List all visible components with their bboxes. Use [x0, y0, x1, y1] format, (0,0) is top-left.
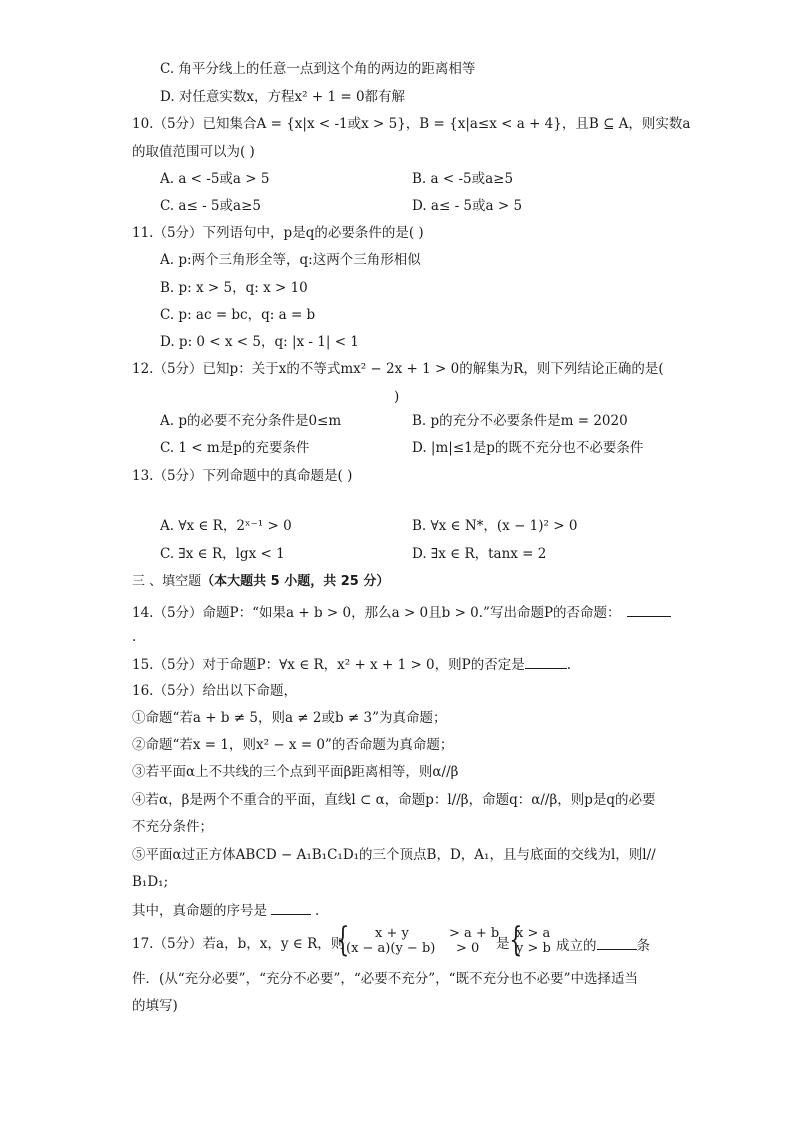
- q16-item-3: ③若平面α上不共线的三个点到平面β距离相等，则α//β: [132, 764, 459, 780]
- q16-answer-blank[interactable]: [271, 900, 311, 915]
- q14-answer-blank[interactable]: [627, 602, 671, 617]
- q12-stem-line1: 12.（5分）已知p：关于x的不等式mx² − 2x + 1 > 0的解集为R，则下列结论正确的是(: [132, 361, 664, 377]
- q17-sys1-bottom: (x − a)(y − b): [346, 941, 436, 956]
- q16-tail-text: 其中，真命题的序号是: [132, 903, 267, 919]
- section-title: 三 、填空题: [132, 574, 202, 589]
- q17-left-brace-1: {: [336, 920, 350, 960]
- q17-line3: 的填写): [132, 998, 178, 1014]
- q16-tail-end: .: [315, 903, 320, 919]
- q17-end: 条: [636, 938, 650, 954]
- q17-pre: 17.（5分）若a，b，x，y ∈ R，则: [132, 936, 345, 952]
- q10-option-a: A. a < -5或a > 5: [160, 171, 270, 187]
- q15-end: .: [566, 657, 572, 673]
- q16-item-5-line1: ⑤平面α过正方体ABCD − A₁B₁C₁D₁的三个顶点B，D，A₁，且与底面的交线为l，则l//: [132, 847, 656, 863]
- q17-answer-blank[interactable]: [597, 935, 637, 950]
- q17-sys2-top: x > a: [516, 926, 551, 941]
- q14-line2: .: [132, 629, 137, 645]
- q16-tail: [132, 900, 319, 920]
- q11-option-c: C. p: ac = bc，q: a = b: [160, 307, 316, 323]
- q10-stem-line2: 的取值范围可以为( ): [132, 144, 255, 160]
- q11-stem: 11.（5分）下列语句中，p是q的必要条件的是( ): [132, 225, 424, 241]
- q15-stem: [132, 654, 571, 674]
- q17-sys1-top-right: > a + b: [449, 926, 500, 941]
- q13-option-a: A. ∀x ∈ R，2ˣ⁻¹ > 0: [160, 518, 292, 534]
- q14-stem: [132, 602, 671, 622]
- q17-sys1-top: x + y: [375, 926, 409, 941]
- q10-option-b: B. a < -5或a≥5: [412, 171, 514, 187]
- q17-sys2-bottom: y > b: [516, 941, 551, 956]
- q13-option-b: B. ∀x ∈ N*，(x − 1)² > 0: [412, 518, 578, 534]
- q15-text: 15.（5分）对于命题P：∀x ∈ R，x² + x + 1 > 0，则P的否定是: [132, 657, 525, 673]
- q9-option-c: C. 角平分线上的任意一点到这个角的两边的距离相等: [160, 61, 476, 77]
- q12-option-a: A. p的必要不充分条件是0≤m: [160, 413, 342, 429]
- q12-option-b: B. p的充分不必要条件是m = 2020: [412, 413, 628, 429]
- q10-option-c: C. a≤ - 5或a≥5: [160, 198, 261, 214]
- q14-text: 14.（5分）命题P：“如果a + b > 0，那么a > 0且b > 0.”写出命题P的否命题：: [132, 605, 621, 621]
- q15-answer-blank[interactable]: [525, 654, 567, 669]
- q11-option-a: A. p:两个三角形全等，q:这两个三角形相似: [160, 252, 421, 268]
- q12-option-d: D. |m|≤1是p的既不充分也不必要条件: [412, 440, 644, 456]
- q10-stem-line1: 10.（5分）已知集合A = {x|x < -1或x > 5}，B = {x|a≤x < a + 4}，且B ⊆ A，则实数a: [132, 116, 691, 132]
- q11-option-b: B. p: x > 5，q: x > 10: [160, 280, 308, 296]
- q16-item-4-line1: ④若α，β是两个不重合的平面，直线l ⊂ α，命题p：l//β，命题q：α//β，则p是q的必要: [132, 792, 656, 808]
- q11-option-d: D. p: 0 < x < 5，q: |x - 1| < 1: [160, 334, 359, 350]
- q12-stem-line2: ): [394, 389, 400, 405]
- q10-option-d: D. a≤ - 5或a > 5: [412, 198, 523, 214]
- q9-option-d: D. 对任意实数x，方程x² + 1 = 0都有解: [160, 89, 406, 105]
- q16-item-2: ②命题“若x = 1，则x² − x = 0”的否命题为真命题；: [132, 737, 454, 753]
- q17-post: [556, 935, 650, 955]
- q16-stem: 16.（5分）给出以下命题，: [132, 683, 298, 699]
- q12-option-c: C. 1 < m是p的充要条件: [160, 440, 310, 456]
- section-heading: [132, 573, 389, 591]
- q16-item-5-line2: B₁D₁;: [132, 874, 169, 890]
- q16-item-1: ①命题“若a + b ≠ 5，则a ≠ 2或b ≠ 3”为真命题；: [132, 710, 447, 726]
- q17-mid: 是: [496, 936, 510, 952]
- q13-stem: 13.（5分）下列命题中的真命题是( ): [132, 468, 353, 484]
- q17-left-brace-2: {: [509, 920, 523, 960]
- section-note: （本大题共 5 小题，共 25 分）: [201, 574, 390, 589]
- q17-line2: 件．(从“充分必要”，“充分不必要”，“必要不充分”，“既不充分也不必要”中选择适当: [132, 971, 638, 987]
- q17-sys1-bottom-right: > 0: [456, 941, 480, 956]
- q17-post-text: 成立的: [556, 938, 597, 954]
- q13-option-d: D. ∃x ∈ R，tanx = 2: [412, 546, 547, 562]
- q16-item-4-line2: 不充分条件；: [132, 819, 213, 835]
- q13-option-c: C. ∃x ∈ R，lgx < 1: [160, 546, 285, 562]
